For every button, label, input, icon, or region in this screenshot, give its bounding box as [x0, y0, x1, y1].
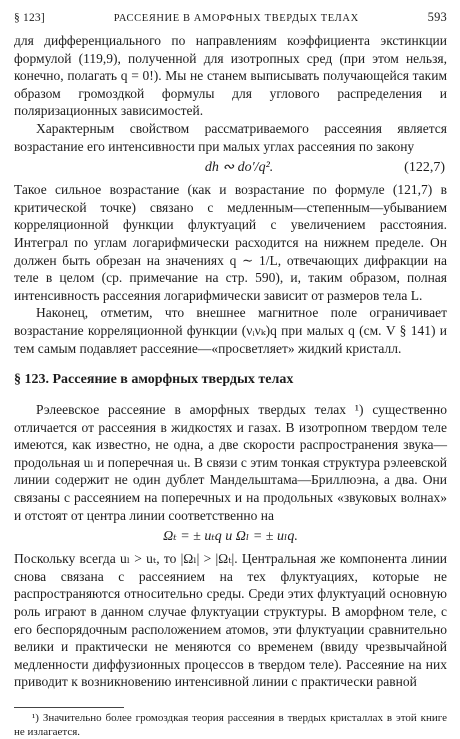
- header-section-ref: § 123]: [14, 12, 45, 24]
- paragraph-1: для дифференциального по направлениям коэффициента экстинкции формулой (119,9), полученной для изотропных сред (при этом нельзя, конечно, полагать q = 0!). Мы не станем выписывать получающейся таким образом громоздкой формулы для углового распределения и поляризационных зависимостей.: [14, 33, 447, 119]
- paragraph-5: Рэлеевское рассеяние в аморфных твердых телах ¹) существенно отличается от рассеяния в жидкостях и газах. В изотропном твердом теле имеются, как известно, не одна, а две скорости распространения звука—продольная uₗ и поперечная uₜ. В связи с этим тонкая структура рэлеевской линии содержит не один дублет Мандельштама—Бриллюэна, а два. Они связаны с рассеянием на поперечных и на продольных «звуковых волнах» и отстоят от центра линии соответственно на: [14, 402, 447, 523]
- page-number: 593: [427, 10, 447, 24]
- formula-omega: Ωₜ = ± uₜq и Ωₗ = ± uₗq.: [163, 529, 298, 545]
- paragraph-3: Такое сильное возрастание (как и возрастание по формуле (121,7) в критической точке) связано с медленным—степенным—убыванием корреляционной функции флуктуаций с увеличением расстояния. Интеграл по углам логарифмически расходится на нижнем пределе. Он должен быть обрезан на значениях q ∼ 1/L, отвечающих дифракции на теле в целом (ср. примечание на стр. 590), и, таким образом, полная интенсивность рассеяния логарифмически зависит от размеров тела L.: [14, 182, 447, 303]
- footnote-rule: [14, 707, 124, 708]
- paragraph-2: Характерным свойством рассматриваемого рассеяния является возрастание его интенсивности при малых углах рассеяния по закону: [14, 120, 447, 154]
- formula-number: (122,7): [404, 160, 445, 176]
- paragraph-4: Наконец, отметим, что внешнее магнитное поле ограничивает возрастание корреляционной функции (νᵢνₖ)q при малых q (см. V § 141) и тем самым подавляет рассеяние—«просветляет» жидкий кристалл.: [14, 305, 447, 356]
- paragraph-6: Поскольку всегда uₗ > uₜ, то |Ωₗ| > |Ωₜ|. Центральная же компонента линии снова связана с рассеянием на тех флуктуациях, которые не распространяются относительно среды. Среди этих флуктуаций основную роль играют в данном случае флуктуации структуры. В аморфном теле, с его беспорядочным расположением атомов, эти флуктуации сравнительно велики и практически не меняются со временем (ввиду чрезвычайной медленности диффузионных процессов в твердом теле). Рассеяние на них приводит к возникновению интенсивной линии с практически равной: [14, 551, 447, 690]
- header-title: РАССЕЯНИЕ В АМОРФНЫХ ТВЕРДЫХ ТЕЛАХ: [113, 13, 359, 24]
- formula-122-7: [14, 157, 447, 179]
- footnote: ¹) Значительно более громоздкая теория рассеяния в твердых кристаллах в этой книге не излагается.: [14, 712, 447, 738]
- running-header: [14, 10, 447, 32]
- section-heading: § 123. Рассеяние в аморфных твердых телах: [14, 372, 294, 388]
- formula-expression: dh ∾ do′/q².: [204, 160, 274, 176]
